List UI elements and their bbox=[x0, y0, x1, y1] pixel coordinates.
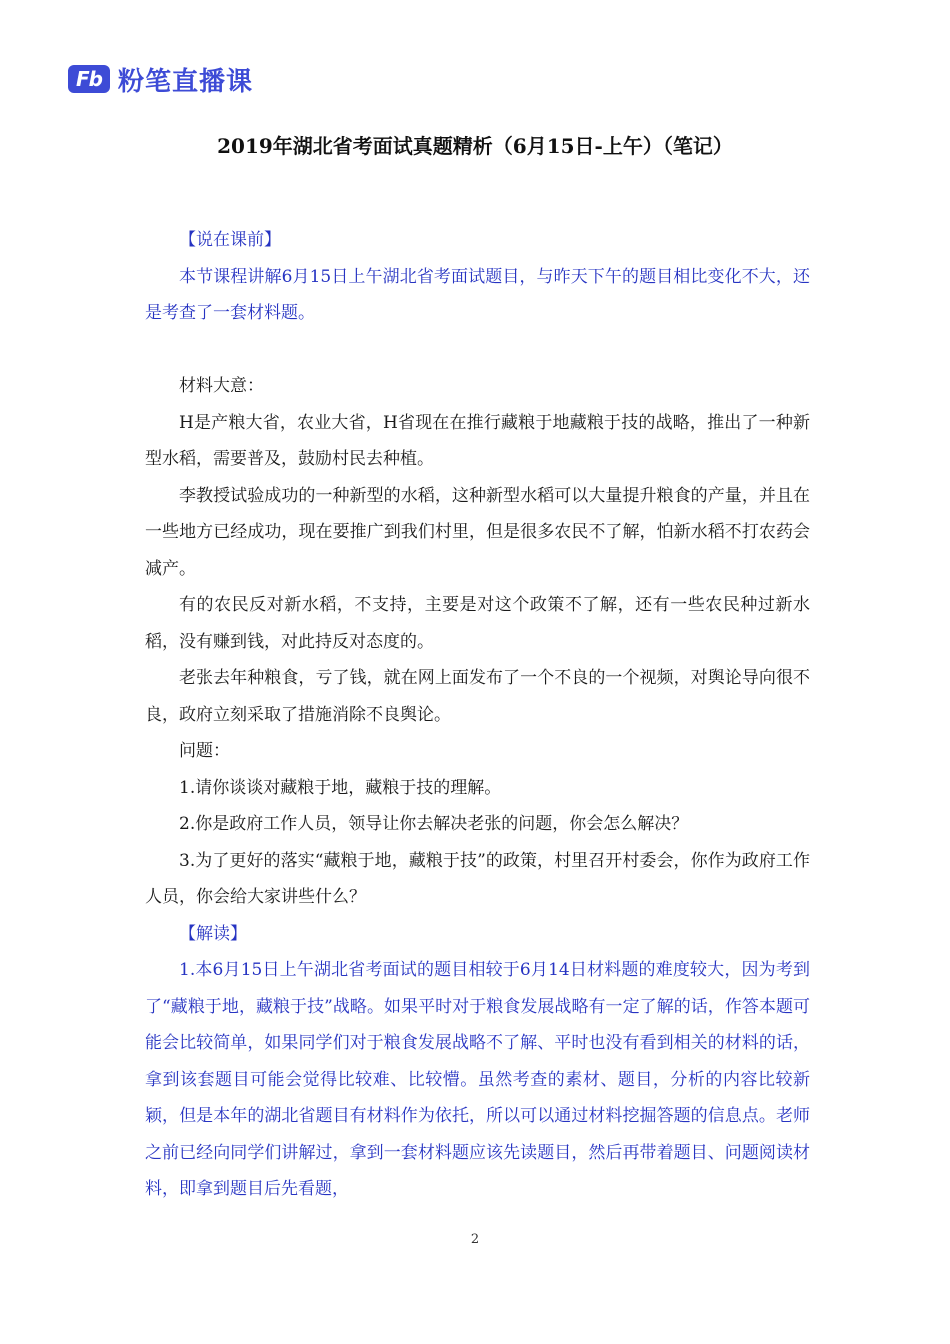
intro-heading: 【说在课前】 bbox=[179, 230, 281, 250]
analysis-text: 1.本6月15日上午湖北省考面试的题目相较于6月14日材料题的难度较大，因为考到了“藏粮于地，藏粮于技”战略。如果平时对于粮食发展战略有一定了解的话，作答本题可能会比较简单，如果同学们对于粮食发展战略不了解、平时也没有看到相关的材料的话，拿到该套题目可能会觉得比较难、比较懵。虽然考查的素材、题目，分析的内容比较新颖，但是本年的湖北省题目有材料作为依托，所以可以通过材料挖掘答题的信息点。老师之前已经向同学们讲解过，拿到一套材料题应该先读题目，然后再带着题目、问题阅读材料，即拿到题目后先看题， bbox=[145, 960, 810, 1199]
logo-text: 粉笔直播课 bbox=[118, 66, 254, 97]
material-paragraph: H是产粮大省，农业大省，H省现在在推行藏粮于地藏粮于技的战略，推出了一种新型水稻，需要普及，鼓励村民去种植。 bbox=[145, 412, 810, 469]
question-item: 2.你是政府工作人员，领导让你去解决老张的问题，你会怎么解决？ bbox=[179, 814, 689, 834]
questions-heading: 问题： bbox=[179, 741, 230, 761]
brand-logo bbox=[68, 62, 253, 96]
analysis-heading: 【解读】 bbox=[179, 923, 247, 944]
page-title: 2019年湖北省考面试真题精析（6月15日-上午）（笔记） bbox=[217, 134, 733, 158]
document-body bbox=[145, 222, 810, 1208]
material-heading: 材料大意： bbox=[179, 376, 264, 396]
material-paragraph: 有的农民反对新水稻，不支持，主要是对这个政策不了解，还有一些农民种过新水稻，没有赚到钱，对此持反对态度的。 bbox=[145, 595, 810, 652]
logo-mark-icon: Fb bbox=[68, 65, 110, 93]
material-paragraph: 李教授试验成功的一种新型的水稻，这种新型水稻可以大量提升粮食的产量，并且在一些地方已经成功，现在要推广到我们村里，但是很多农民不了解，怕新水稻不打农药会减产。 bbox=[145, 485, 810, 579]
question-item: 1.请你谈谈对藏粮于地，藏粮于技的理解。 bbox=[179, 777, 502, 798]
material-paragraph: 老张去年种粮食，亏了钱，就在网上面发布了一个不良的一个视频，对舆论导向很不良，政府立刻采取了措施消除不良舆论。 bbox=[145, 668, 810, 725]
spacer bbox=[145, 332, 810, 369]
page-number: 2 bbox=[470, 1232, 480, 1247]
intro-text: 本节课程讲解6月15日上午湖北省考面试题目，与昨天下午的题目相比变化不大，还是考查了一套材料题。 bbox=[145, 266, 810, 323]
question-item: 3.为了更好的落实“藏粮于地，藏粮于技”的政策，村里召开村委会，你作为政府工作人员，你会给大家讲些什么？ bbox=[145, 850, 810, 907]
